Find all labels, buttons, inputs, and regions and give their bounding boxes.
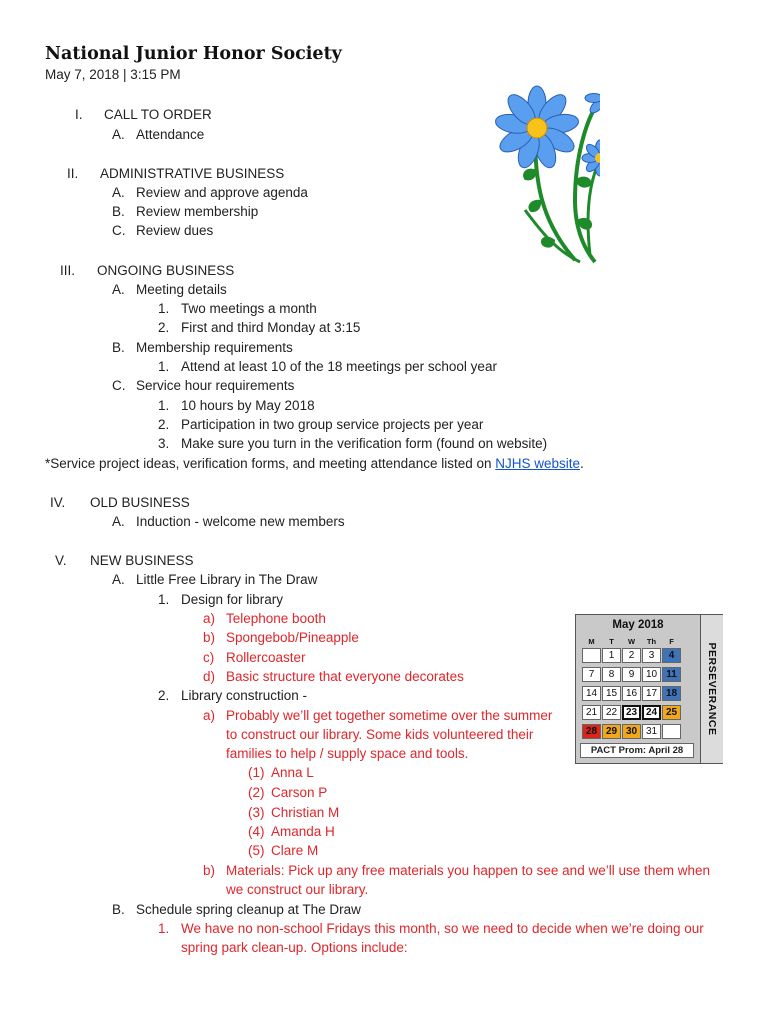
- outline-item: Induction - welcome new members: [136, 514, 345, 529]
- document-title: National Junior Honor Society: [45, 44, 342, 64]
- outline-marker: (5): [248, 843, 265, 858]
- outline-item: Christian M: [271, 805, 340, 820]
- outline-marker: II.: [67, 166, 79, 181]
- calendar-weekday: T: [609, 637, 614, 646]
- calendar-day: 16: [622, 686, 641, 701]
- blue-flowers-icon: [495, 80, 600, 265]
- outline-marker: b): [203, 863, 216, 878]
- service-note: [45, 455, 584, 473]
- calendar-day: 11: [662, 667, 681, 682]
- outline-item: Review and approve agenda: [136, 185, 308, 200]
- outline-item: Membership requirements: [136, 340, 293, 355]
- outline-item: Attend at least 10 of the 18 meetings per school year: [181, 359, 497, 374]
- calendar-day: 4: [662, 648, 681, 663]
- perseverance-banner: [700, 615, 723, 763]
- outline-item: Schedule spring cleanup at The Draw: [136, 902, 361, 917]
- calendar-weekday: W: [627, 637, 636, 646]
- may-2018-calendar: [575, 614, 723, 764]
- outline-item: Materials: Pick up any free materials you happen to see and we’ll use them when: [226, 863, 711, 878]
- calendar-day: 28: [582, 724, 601, 739]
- outline-item: Little Free Library in The Draw: [136, 572, 318, 587]
- outline-item: 10 hours by May 2018: [181, 398, 315, 413]
- calendar-weekday: F: [669, 637, 674, 646]
- outline-marker: (3): [248, 805, 265, 820]
- outline-item: we construct our library.: [226, 882, 369, 897]
- outline-item: Amanda H: [271, 824, 335, 839]
- outline-item: Review dues: [136, 223, 214, 238]
- outline-marker: B.: [112, 902, 125, 917]
- outline-marker: B.: [112, 204, 125, 219]
- outline-marker: III.: [60, 263, 76, 278]
- outline-marker: 1.: [158, 301, 170, 316]
- outline-item: We have no non-school Fridays this month, so we need to decide when we’re doing our: [181, 921, 704, 936]
- outline-item: NEW BUSINESS: [90, 553, 194, 568]
- calendar-day: [662, 724, 681, 739]
- outline-item: Participation in two group service projects per year: [181, 417, 484, 432]
- outline-marker: A.: [112, 572, 125, 587]
- calendar-day: 18: [662, 686, 681, 701]
- outline-marker: (4): [248, 824, 265, 839]
- outline-marker: 2.: [158, 320, 170, 335]
- outline-item: Clare M: [271, 843, 319, 858]
- outline-item: Make sure you turn in the verification form (found on website): [181, 436, 548, 451]
- outline-marker: c): [203, 650, 215, 665]
- calendar-day: 14: [582, 686, 601, 701]
- calendar-day: 1: [602, 648, 621, 663]
- calendar-day: 15: [602, 686, 621, 701]
- outline-marker: C.: [112, 223, 126, 238]
- calendar-day: 9: [622, 667, 641, 682]
- outline-item: Probably we’ll get together sometime over the summer: [226, 708, 553, 723]
- outline-marker: 2.: [158, 688, 170, 703]
- outline-marker: d): [203, 669, 216, 684]
- outline-item: spring park clean-up. Options include:: [181, 940, 408, 955]
- outline-marker: (1): [248, 765, 265, 780]
- outline-item: families to help / supply space and tools.: [226, 746, 469, 761]
- outline-item: Telephone booth: [226, 611, 326, 626]
- calendar-day: 31: [642, 724, 661, 739]
- outline-item: ADMINISTRATIVE BUSINESS: [100, 166, 285, 181]
- outline-marker: (2): [248, 785, 265, 800]
- outline-item: Spongebob/Pineapple: [226, 630, 359, 645]
- calendar-day: 10: [642, 667, 661, 682]
- calendar-day: [582, 648, 601, 663]
- outline-marker: b): [203, 630, 216, 645]
- outline-marker: A.: [112, 282, 125, 297]
- calendar-day: 3: [642, 648, 661, 663]
- outline-item: Library construction -: [181, 688, 308, 703]
- pact-prom-note: PACT Prom: April 28: [580, 743, 694, 758]
- njhs-website-link[interactable]: NJHS website: [495, 456, 581, 471]
- outline-item: Service hour requirements: [136, 378, 295, 393]
- service-note-text: *Service project ideas, verification forms, and meeting attendance listed on: [45, 456, 496, 471]
- outline-marker: V.: [55, 553, 67, 568]
- calendar-day: 23: [622, 705, 641, 720]
- meeting-date: May 7, 2018 | 3:15 PM: [45, 67, 181, 82]
- calendar-day: 30: [622, 724, 641, 739]
- calendar-day: 8: [602, 667, 621, 682]
- service-note-end: .: [580, 456, 584, 471]
- calendar-day: 17: [642, 686, 661, 701]
- calendar-day: 7: [582, 667, 601, 682]
- outline-marker: 3.: [158, 436, 170, 451]
- calendar-day: 21: [582, 705, 601, 720]
- outline-marker: A.: [112, 185, 125, 200]
- outline-item: Carson P: [271, 785, 328, 800]
- outline-marker: 2.: [158, 417, 170, 432]
- outline-marker: 1.: [158, 359, 170, 374]
- outline-item: CALL TO ORDER: [104, 107, 212, 122]
- outline-marker: B.: [112, 340, 125, 355]
- outline-item: Basic structure that everyone decorates: [226, 669, 464, 684]
- outline-item: Review membership: [136, 204, 259, 219]
- outline-item: Anna L: [271, 765, 314, 780]
- outline-item: Design for library: [181, 592, 284, 607]
- outline-item: Rollercoaster: [226, 650, 306, 665]
- calendar-day: 22: [602, 705, 621, 720]
- outline-marker: A.: [112, 127, 125, 142]
- outline-item: Meeting details: [136, 282, 227, 297]
- outline-item: Two meetings a month: [181, 301, 317, 316]
- calendar-weekday: Th: [646, 637, 657, 646]
- outline-marker: I.: [75, 107, 83, 122]
- outline-marker: 1.: [158, 398, 170, 413]
- outline-marker: C.: [112, 378, 126, 393]
- outline-item: OLD BUSINESS: [90, 495, 190, 510]
- outline-item: ONGOING BUSINESS: [97, 263, 235, 278]
- outline-marker: IV.: [50, 495, 66, 510]
- calendar-title: May 2018: [612, 619, 664, 631]
- outline-item: to construct our library. Some kids volunteered their: [226, 727, 534, 742]
- outline-marker: a): [203, 708, 216, 723]
- outline-item: Attendance: [136, 127, 205, 142]
- perseverance-label: PERSEVERANCE: [706, 642, 718, 736]
- calendar-day: 2: [622, 648, 641, 663]
- outline-marker: 1.: [158, 592, 170, 607]
- calendar-day: 29: [602, 724, 621, 739]
- calendar-day: 25: [662, 705, 681, 720]
- calendar-weekday: M: [588, 637, 595, 646]
- outline-marker: a): [203, 611, 216, 626]
- outline-marker: 1.: [158, 921, 170, 936]
- calendar-day: 24: [642, 705, 661, 720]
- outline-marker: A.: [112, 514, 125, 529]
- outline-item: First and third Monday at 3:15: [181, 320, 361, 335]
